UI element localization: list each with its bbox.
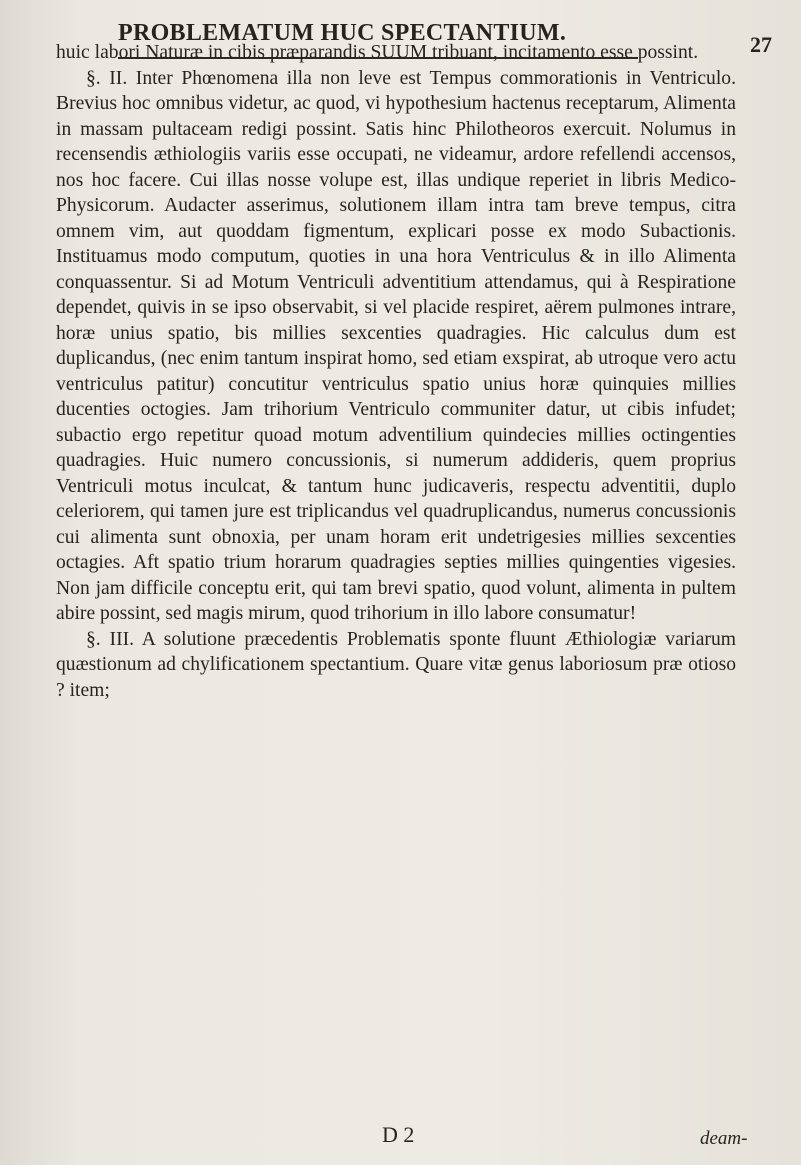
paragraph-section-3: §. III. A solutione præcedentis Problematis sponte fluunt Æthiologiæ variarum quæstionum ad chylificationem spectantium. Quare vitæ genus laboriosum præ otioso ? item; bbox=[56, 628, 736, 701]
page-footer bbox=[0, 1122, 801, 1162]
running-head: PROBLEMATUM HUC SPECTANTIUM. bbox=[118, 20, 567, 46]
catchword: deam- bbox=[700, 1128, 748, 1149]
page-number: 27 bbox=[750, 32, 772, 57]
paragraph-section-2: §. II. Inter Phœnomena illa non leve est Tempus commorationis in Ventriculo. Brevius hoc omnibus videtur, ac quod, vi hypothesium hactenus receptarum, Alimenta in massam pultaceam redigi possint. Satis hinc Philotheoros exercuit. Nolumus in recensendis æthiologiis variis esse occupati, ne videamur, ardore refellendi accensos, nos hoc facere. Cui illas nosse volupe est, illas undique reperiet in libris Medico-Physicorum. Audacter asserimus, solutionem illam intra tam breve tempus, citra omnem vim, aut quoddam figmentum, explicari posse ex modo Subactionis. Instituamus modo computum, quoties in una hora Ventriculus & in illo Alimenta conquassentur. Si ad Motum Ventriculi adventitium attendamus, qui à Respiratione dependet, quivis in se ipso observabit, si vel placide respiret, aërem pulmones intrare, horæ unius spatio, bis millies sexcenties quadragies. Hic calculus dum est duplicandus, (nec enim tantum inspirat homo, sed etiam exspirat, ab utroque vero actu ventriculus patitur) concutitur ventriculus spatio unius horæ quinquies millies ducenties octogies. Jam trihorium Ventriculo communiter datur, ut cibis infudet; subactio ergo repetitur quoad motum adventilium quindecies millies octingenties quadragies. Huic numero concussionis, si numerum addideris, quem proprius Ventriculi motus inculcat, & tantum hunc judicaveris, respectu adventitii, duplo celeriorem, qui tamen jure est triplicandus vel quadruplicandus, numerus concussionis cui alimenta sunt obnoxia, per unam horam erit undetrigesies millies sexcenties octagies. Aft spatio trium horarum quadragies septies millies quingenties vigesies. Non jam difficile conceptu erit, qui tam brevi spatio, quod volunt, alimenta in pultem abire possint, sed magis mirum, quod trihorium in illo labore consumatur! bbox=[56, 67, 736, 624]
paragraph-continuation: huic labori Naturæ in cibis præparandis SUUM tribuant, incitamento esse possint. bbox=[56, 42, 699, 63]
main-text bbox=[56, 40, 736, 703]
signature-mark: D 2 bbox=[382, 1122, 415, 1147]
